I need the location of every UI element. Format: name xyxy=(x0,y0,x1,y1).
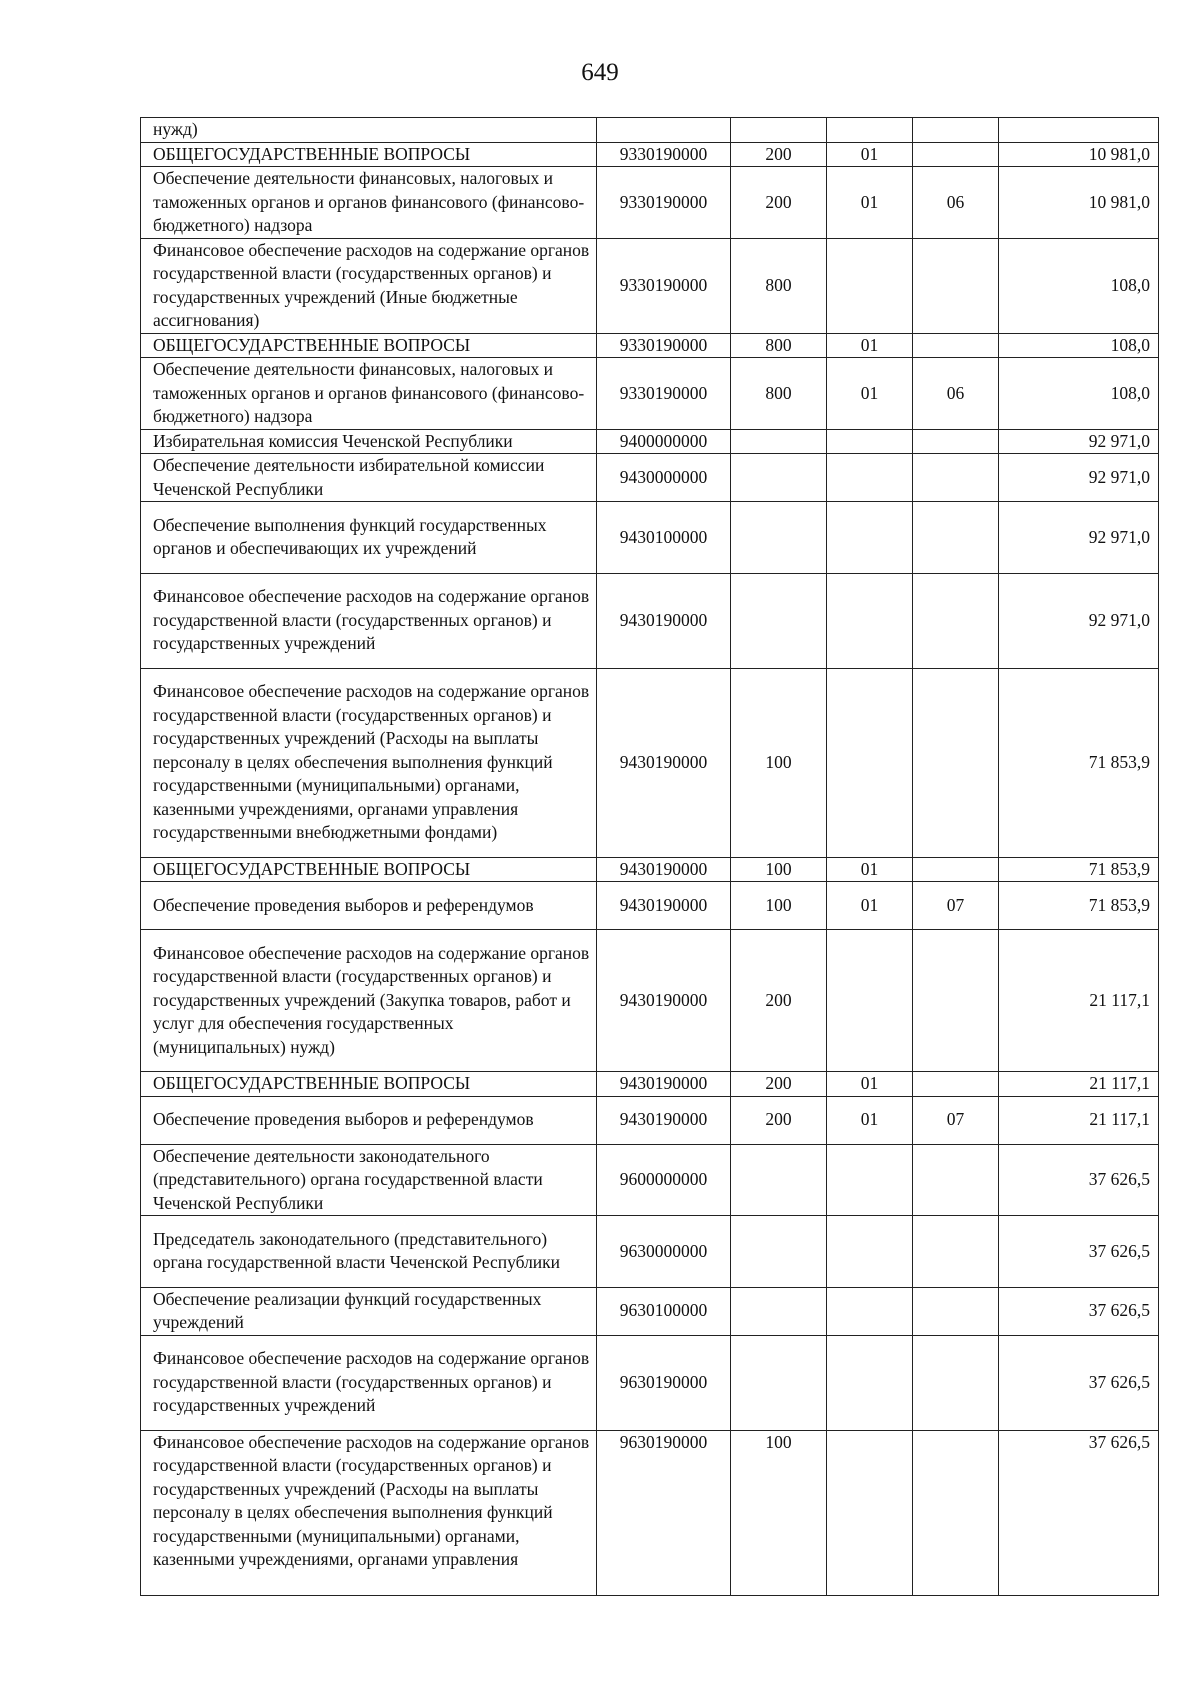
row-expense-type-cell xyxy=(731,1287,827,1335)
table-row xyxy=(141,668,1159,857)
row-sum-cell: 71 853,9 xyxy=(999,882,1159,930)
table-row xyxy=(141,573,1159,668)
row-code-cell: 9330190000 xyxy=(597,358,731,430)
row-sum-cell: 92 971,0 xyxy=(999,502,1159,574)
row-subsection-cell xyxy=(913,1335,999,1430)
row-sum-cell xyxy=(999,118,1159,143)
row-name-cell: ОБЩЕГОСУДАРСТВЕННЫЕ ВОПРОСЫ xyxy=(141,333,597,358)
row-code-cell: 9330190000 xyxy=(597,167,731,239)
row-expense-type-cell: 100 xyxy=(731,857,827,882)
row-sum-cell: 71 853,9 xyxy=(999,857,1159,882)
row-section-cell: 01 xyxy=(827,1072,913,1097)
row-subsection-cell xyxy=(913,1287,999,1335)
row-expense-type-cell xyxy=(731,454,827,502)
row-code-cell: 9430000000 xyxy=(597,454,731,502)
table-row xyxy=(141,142,1159,167)
row-expense-type-cell xyxy=(731,1335,827,1430)
table-row xyxy=(141,167,1159,239)
table-row xyxy=(141,454,1159,502)
row-section-cell: 01 xyxy=(827,333,913,358)
row-subsection-cell: 07 xyxy=(913,882,999,930)
row-code-cell: 9630000000 xyxy=(597,1216,731,1288)
row-subsection-cell: 06 xyxy=(913,167,999,239)
row-section-cell xyxy=(827,1287,913,1335)
row-section-cell xyxy=(827,238,913,333)
row-subsection-cell xyxy=(913,142,999,167)
row-name-cell: Председатель законодательного (представительного) органа государственной власти Чеченской Республики xyxy=(141,1216,597,1288)
row-subsection-cell xyxy=(913,668,999,857)
row-name-cell: Избирательная комиссия Чеченской Республики xyxy=(141,429,597,454)
row-expense-type-cell: 100 xyxy=(731,1430,827,1596)
row-sum-cell: 37 626,5 xyxy=(999,1335,1159,1430)
row-sum-cell: 37 626,5 xyxy=(999,1287,1159,1335)
row-section-cell xyxy=(827,429,913,454)
row-expense-type-cell: 800 xyxy=(731,358,827,430)
row-code-cell: 9330190000 xyxy=(597,333,731,358)
row-expense-type-cell xyxy=(731,1144,827,1216)
row-sum-cell: 92 971,0 xyxy=(999,429,1159,454)
row-sum-cell: 21 117,1 xyxy=(999,1096,1159,1144)
budget-table xyxy=(140,117,1159,1596)
row-name-cell: Обеспечение реализации функций государственных учреждений xyxy=(141,1287,597,1335)
row-name-cell: Обеспечение выполнения функций государственных органов и обеспечивающих их учреждений xyxy=(141,502,597,574)
row-sum-cell: 37 626,5 xyxy=(999,1144,1159,1216)
row-expense-type-cell: 200 xyxy=(731,930,827,1072)
row-subsection-cell xyxy=(913,857,999,882)
row-name-cell: Обеспечение проведения выборов и референдумов xyxy=(141,882,597,930)
row-name-cell: Обеспечение проведения выборов и референдумов xyxy=(141,1096,597,1144)
row-sum-cell: 108,0 xyxy=(999,238,1159,333)
row-name-cell: Финансовое обеспечение расходов на содержание органов государственной власти (государственных органов) и государственных учреждений (Закупка товаров, работ и услуг для обеспечения государственных (муниципальных) нужд) xyxy=(141,930,597,1072)
row-name-cell: Финансовое обеспечение расходов на содержание органов государственной власти (государственных органов) и государственных учреждений (Расходы на выплаты персоналу в целях обеспечения выполнения функций государственными (муниципальными) органами, казенными учреждениями, органами управления государственными внебюджетными фондами) xyxy=(141,668,597,857)
row-subsection-cell xyxy=(913,333,999,358)
row-expense-type-cell: 200 xyxy=(731,1072,827,1097)
row-section-cell: 01 xyxy=(827,857,913,882)
row-subsection-cell xyxy=(913,1144,999,1216)
row-expense-type-cell: 800 xyxy=(731,333,827,358)
row-name-cell: Финансовое обеспечение расходов на содержание органов государственной власти (государственных органов) и государственных учреждений (Иные бюджетные ассигнования) xyxy=(141,238,597,333)
row-sum-cell: 108,0 xyxy=(999,333,1159,358)
row-code-cell: 9430190000 xyxy=(597,573,731,668)
table-row xyxy=(141,1096,1159,1144)
table-row xyxy=(141,238,1159,333)
row-sum-cell: 10 981,0 xyxy=(999,167,1159,239)
row-name-cell: Финансовое обеспечение расходов на содержание органов государственной власти (государственных органов) и государственных учреждений (Расходы на выплаты персоналу в целях обеспечения выполнения функций государственными (муниципальными) органами, казенными учреждениями, органами управления xyxy=(141,1430,597,1596)
row-expense-type-cell: 100 xyxy=(731,882,827,930)
row-section-cell xyxy=(827,454,913,502)
row-code-cell: 9630190000 xyxy=(597,1430,731,1596)
row-subsection-cell xyxy=(913,930,999,1072)
row-section-cell: 01 xyxy=(827,358,913,430)
row-code-cell: 9430190000 xyxy=(597,882,731,930)
row-expense-type-cell: 800 xyxy=(731,238,827,333)
row-section-cell xyxy=(827,668,913,857)
row-section-cell xyxy=(827,1144,913,1216)
row-name-cell: ОБЩЕГОСУДАРСТВЕННЫЕ ВОПРОСЫ xyxy=(141,1072,597,1097)
table-row xyxy=(141,882,1159,930)
row-name-cell: Обеспечение деятельности финансовых, налоговых и таможенных органов и органов финансового (финансово-бюджетного) надзора xyxy=(141,358,597,430)
row-section-cell xyxy=(827,1216,913,1288)
row-subsection-cell xyxy=(913,1072,999,1097)
row-code-cell: 9430190000 xyxy=(597,1096,731,1144)
row-sum-cell: 21 117,1 xyxy=(999,1072,1159,1097)
row-name-cell: нужд) xyxy=(141,118,597,143)
table-row xyxy=(141,1430,1159,1596)
row-code-cell: 9430190000 xyxy=(597,1072,731,1097)
budget-table-body xyxy=(141,118,1159,1596)
row-code-cell: 9330190000 xyxy=(597,142,731,167)
table-row xyxy=(141,1144,1159,1216)
row-section-cell: 01 xyxy=(827,142,913,167)
row-section-cell xyxy=(827,930,913,1072)
row-expense-type-cell: 200 xyxy=(731,1096,827,1144)
row-subsection-cell xyxy=(913,573,999,668)
table-row xyxy=(141,1072,1159,1097)
row-expense-type-cell xyxy=(731,1216,827,1288)
row-code-cell: 9400000000 xyxy=(597,429,731,454)
row-subsection-cell: 06 xyxy=(913,358,999,430)
row-name-cell: ОБЩЕГОСУДАРСТВЕННЫЕ ВОПРОСЫ xyxy=(141,142,597,167)
table-row xyxy=(141,333,1159,358)
row-sum-cell: 92 971,0 xyxy=(999,573,1159,668)
table-row xyxy=(141,1287,1159,1335)
row-subsection-cell xyxy=(913,238,999,333)
row-code-cell: 9630100000 xyxy=(597,1287,731,1335)
row-section-cell: 01 xyxy=(827,882,913,930)
page-number: 649 xyxy=(581,59,619,86)
row-sum-cell: 108,0 xyxy=(999,358,1159,430)
row-sum-cell: 37 626,5 xyxy=(999,1216,1159,1288)
row-code-cell: 9430100000 xyxy=(597,502,731,574)
row-subsection-cell xyxy=(913,1430,999,1596)
row-code-cell: 9630190000 xyxy=(597,1335,731,1430)
row-subsection-cell xyxy=(913,1216,999,1288)
table-row xyxy=(141,1335,1159,1430)
row-name-cell: Обеспечение деятельности законодательного (представительного) органа государственной власти Чеченской Республики xyxy=(141,1144,597,1216)
row-subsection-cell xyxy=(913,502,999,574)
row-sum-cell: 10 981,0 xyxy=(999,142,1159,167)
row-name-cell: Обеспечение деятельности избирательной комиссии Чеченской Республики xyxy=(141,454,597,502)
row-code-cell: 9430190000 xyxy=(597,857,731,882)
row-code-cell: 9430190000 xyxy=(597,930,731,1072)
row-code-cell: 9600000000 xyxy=(597,1144,731,1216)
row-sum-cell: 92 971,0 xyxy=(999,454,1159,502)
row-code-cell xyxy=(597,118,731,143)
row-sum-cell: 37 626,5 xyxy=(999,1430,1159,1596)
row-expense-type-cell: 200 xyxy=(731,142,827,167)
row-subsection-cell xyxy=(913,454,999,502)
row-section-cell: 01 xyxy=(827,167,913,239)
row-code-cell: 9430190000 xyxy=(597,668,731,857)
row-name-cell: Финансовое обеспечение расходов на содержание органов государственной власти (государственных органов) и государственных учреждений xyxy=(141,573,597,668)
row-expense-type-cell xyxy=(731,429,827,454)
row-name-cell: ОБЩЕГОСУДАРСТВЕННЫЕ ВОПРОСЫ xyxy=(141,857,597,882)
row-section-cell xyxy=(827,118,913,143)
row-expense-type-cell xyxy=(731,502,827,574)
table-row xyxy=(141,118,1159,143)
row-section-cell xyxy=(827,1430,913,1596)
row-section-cell xyxy=(827,502,913,574)
table-row xyxy=(141,429,1159,454)
row-section-cell xyxy=(827,573,913,668)
row-expense-type-cell xyxy=(731,573,827,668)
row-code-cell: 9330190000 xyxy=(597,238,731,333)
table-row xyxy=(141,857,1159,882)
row-sum-cell: 71 853,9 xyxy=(999,668,1159,857)
table-row xyxy=(141,1216,1159,1288)
table-row xyxy=(141,358,1159,430)
row-section-cell xyxy=(827,1335,913,1430)
row-subsection-cell: 07 xyxy=(913,1096,999,1144)
row-section-cell: 01 xyxy=(827,1096,913,1144)
row-expense-type-cell: 200 xyxy=(731,167,827,239)
table-row xyxy=(141,930,1159,1072)
row-subsection-cell xyxy=(913,429,999,454)
row-name-cell: Обеспечение деятельности финансовых, налоговых и таможенных органов и органов финансового (финансово-бюджетного) надзора xyxy=(141,167,597,239)
row-subsection-cell xyxy=(913,118,999,143)
row-sum-cell: 21 117,1 xyxy=(999,930,1159,1072)
row-expense-type-cell: 100 xyxy=(731,668,827,857)
table-row xyxy=(141,502,1159,574)
row-name-cell: Финансовое обеспечение расходов на содержание органов государственной власти (государственных органов) и государственных учреждений xyxy=(141,1335,597,1430)
row-expense-type-cell xyxy=(731,118,827,143)
